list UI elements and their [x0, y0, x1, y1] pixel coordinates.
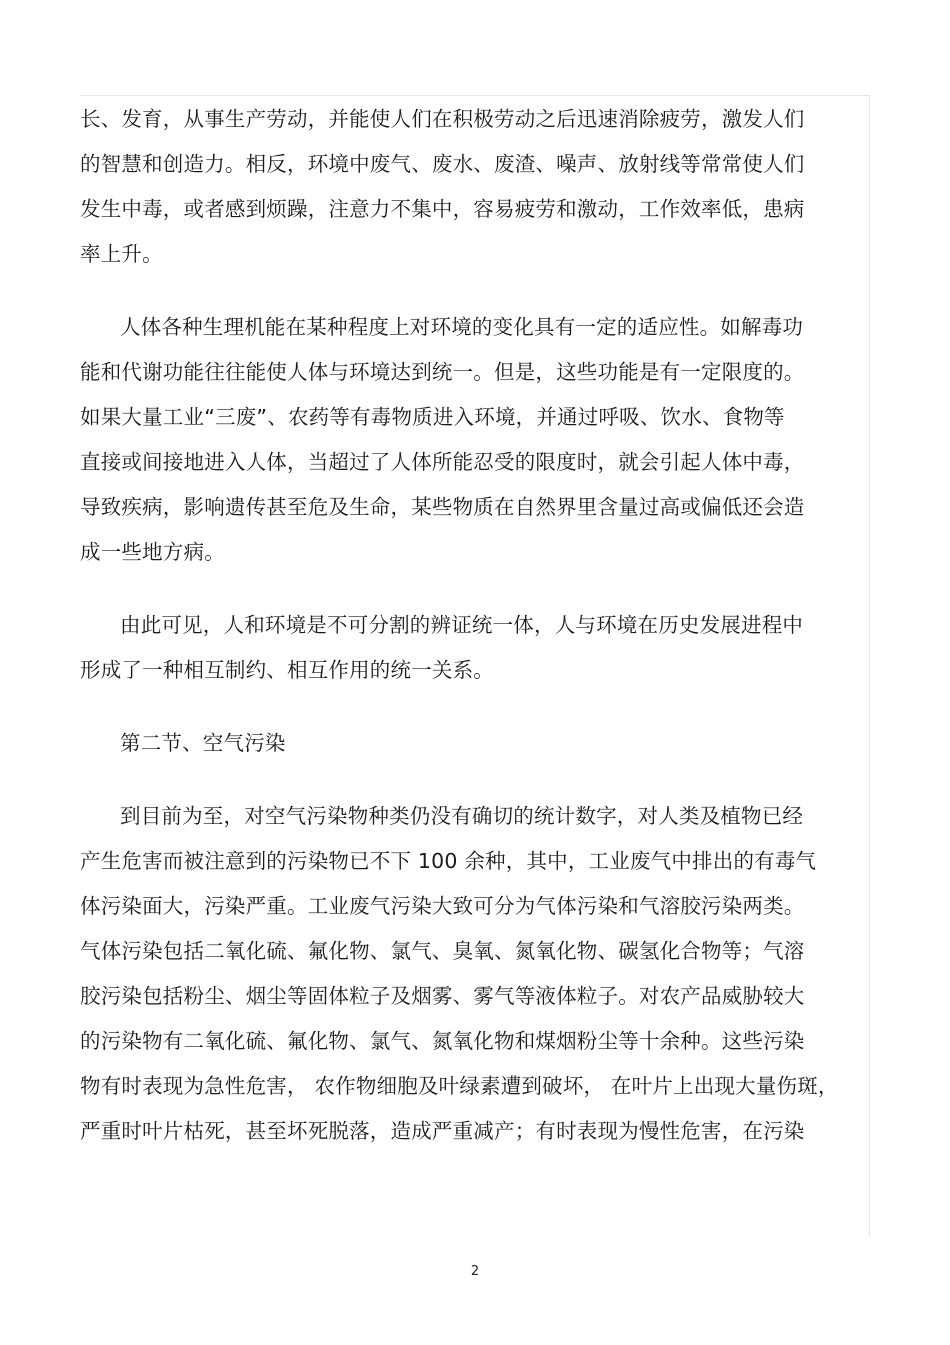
text-line: 物有时表现为急性危害， 农作物细胞及叶绿素遭到破坏， 在叶片上出现大量伤斑， — [80, 1074, 839, 1098]
paragraph-5 — [80, 794, 850, 1154]
paragraph-gap — [80, 575, 850, 603]
paragraph-1 — [80, 97, 850, 277]
paragraph-gap — [80, 766, 850, 794]
text-line: 气体污染包括二氧化硫、氟化物、氯气、臭氧、氮氧化物、碳氢化合物等；气溶 — [80, 939, 805, 963]
section-heading — [80, 721, 850, 766]
text-line: 率上升。 — [80, 242, 163, 266]
text-line: 成一些地方病。 — [80, 540, 225, 564]
text-line: 导致疾病，影响遗传甚至危及生命，某些物质在自然界里含量过高或偏低还会造 — [80, 495, 805, 519]
text-line: 的污染物有二氧化硫、氟化物、氯气、氮氧化物和煤烟粉尘等十余种。这些污染 — [80, 1029, 805, 1053]
text-line: 能和代谢功能往往能使人体与环境达到统一。但是，这些功能是有一定限度的。 — [80, 360, 805, 384]
text-line: 如果大量工业“三废”、农药等有毒物质进入环境，并通过呼吸、饮水、食物等 — [80, 405, 785, 429]
page-number: 2 — [470, 1264, 480, 1279]
section-title: 第二节、空气污染 — [120, 731, 286, 755]
text-line: 人体各种生理机能在某种程度上对环境的变化具有一定的适应性。如解毒功 — [120, 315, 804, 339]
paragraph-2 — [80, 305, 850, 575]
text-line: 由此可见，人和环境是不可分割的辨证统一体，人与环境在历史发展进程中 — [120, 613, 804, 637]
text-line: 产生危害而被注意到的污染物已不下 100 余种，其中，工业废气中排出的有毒气 — [80, 849, 817, 873]
text-line: 到目前为至，对空气污染物种类仍没有确切的统计数字，对人类及植物已经 — [120, 804, 804, 828]
text-line: 严重时叶片枯死，甚至坏死脱落，造成严重减产；有时表现为慢性危害，在污染 — [80, 1119, 805, 1143]
text-line: 直接或间接地进入人体，当超过了人体所能忍受的限度时，就会引起人体中毒， — [80, 450, 805, 474]
text-line: 胶污染包括粉尘、烟尘等固体粒子及烟雾、雾气等液体粒子。对农产品威胁较大 — [80, 984, 805, 1008]
text-line: 发生中毒，或者感到烦躁，注意力不集中，容易疲劳和激动，工作效率低，患病 — [80, 197, 805, 221]
paragraph-3 — [80, 603, 850, 693]
text-line: 形成了一种相互制约、相互作用的统一关系。 — [80, 658, 494, 682]
text-line: 长、发育，从事生产劳动，并能使人们在积极劳动之后迅速消除疲劳，激发人们 — [80, 107, 805, 131]
text-line: 体污染面大，污染严重。工业废气污染大致可分为气体污染和气溶胶污染两类。 — [80, 894, 805, 918]
text-line: 的智慧和创造力。相反，环境中废气、废水、废渣、噪声、放射线等常常使人们 — [80, 152, 805, 176]
paragraph-gap — [80, 693, 850, 721]
paragraph-gap — [80, 277, 850, 305]
document-body — [80, 97, 850, 1154]
